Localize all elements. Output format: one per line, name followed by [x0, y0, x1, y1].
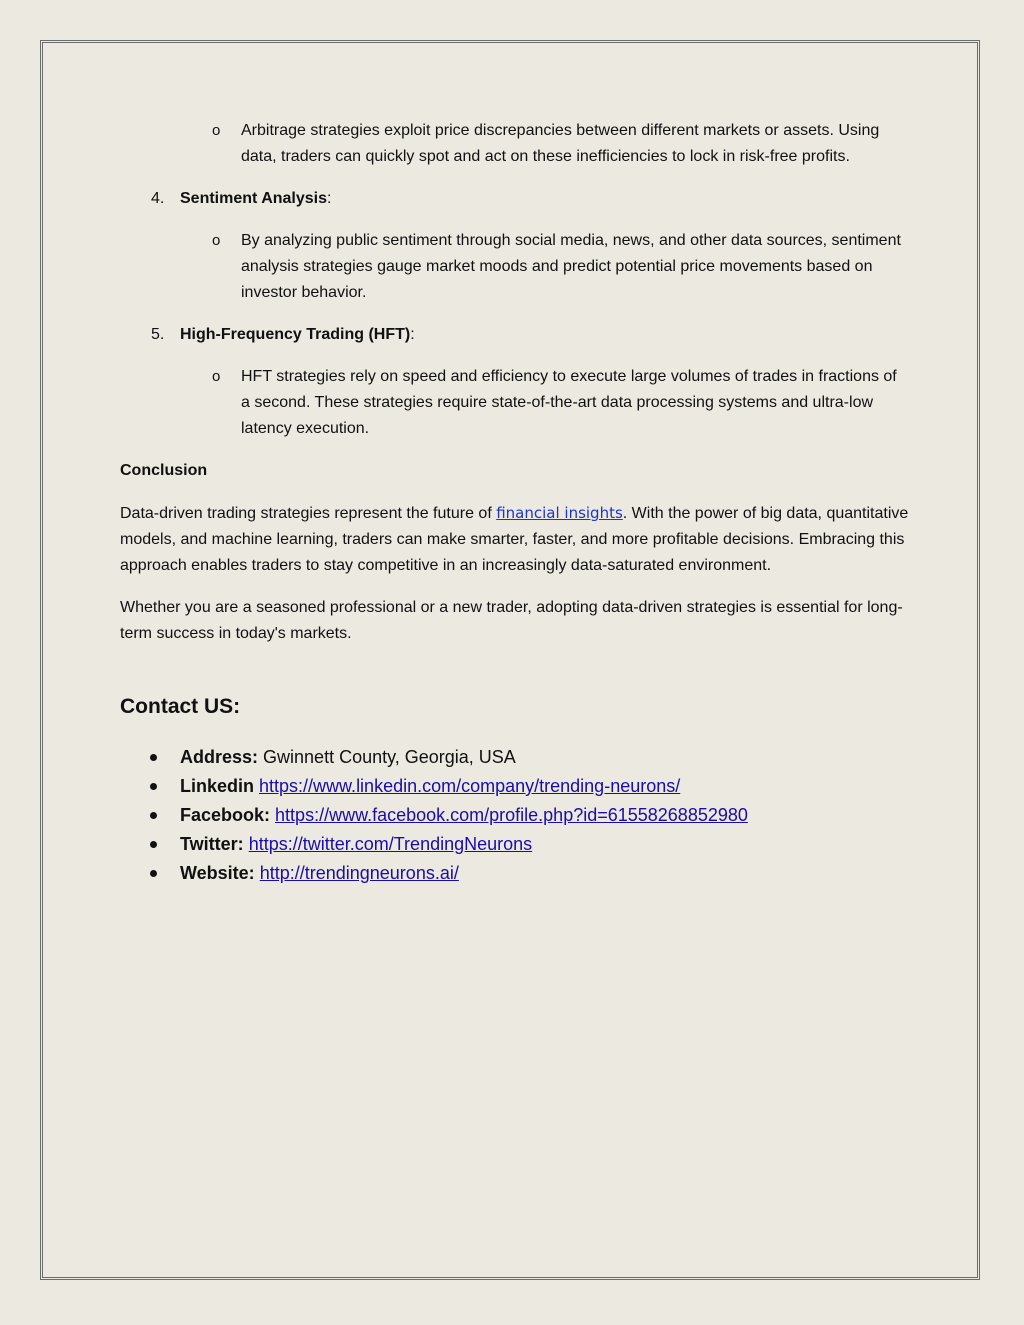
bullet-dot-icon — [150, 754, 157, 761]
item-title: High-Frequency Trading (HFT) — [180, 326, 411, 343]
list-number: 5. — [151, 326, 165, 343]
linkedin-label: Linkedin — [180, 776, 255, 796]
twitter-label: Twitter: — [180, 834, 244, 854]
conclusion-text-after: . With the power of big data, quantitative models, and machine learning, traders can make smarter, faster, and more profitable decisions. Embracing this approach enables traders to stay competitive in an increasingly data-saturated environment. — [120, 505, 909, 574]
facebook-link[interactable]: https://www.facebook.com/profile.php?id=61558268852980 — [275, 805, 748, 825]
bullet-dot-icon — [150, 812, 157, 819]
financial-insights-link[interactable]: financial insights — [496, 504, 623, 522]
arbitrage-text: Arbitrage strategies exploit price discrepancies between different markets or assets. Using data, traders can quickly spot and act on these inefficiencies to lock in risk-free profits. — [241, 122, 880, 165]
item-suffix: : — [327, 190, 332, 207]
address-value: Gwinnett County, Georgia, USA — [258, 747, 516, 767]
contact-website — [120, 859, 910, 888]
sentiment-bullet — [120, 228, 910, 306]
document-body — [120, 118, 910, 888]
bullet-dot-icon — [150, 783, 157, 790]
linkedin-link[interactable]: https://www.linkedin.com/company/trending-neurons/ — [259, 776, 681, 796]
hft-text: HFT strategies rely on speed and efficiency to execute large volumes of trades in fractions of a second. These strategies require state-of-the-art data processing systems and ultra-low latency execution. — [241, 368, 897, 437]
list-item-sentiment-analysis — [120, 186, 910, 212]
hft-bullet — [120, 364, 910, 442]
conclusion-paragraph-2: Whether you are a seasoned professional or a new trader, adopting data-driven strategies is essential for long-term success in today's markets. — [120, 599, 903, 642]
arbitrage-bullet — [120, 118, 910, 170]
list-number: 4. — [151, 190, 165, 207]
item-title: Sentiment Analysis — [180, 190, 328, 207]
conclusion-paragraph-1 — [120, 500, 910, 579]
contact-linkedin — [120, 772, 910, 801]
contact-facebook — [120, 801, 910, 830]
conclusion-heading: Conclusion — [120, 462, 208, 479]
sentiment-text: By analyzing public sentiment through social media, news, and other data sources, sentiment analysis strategies gauge market moods and predict potential price movements based on investor behavior. — [241, 232, 901, 301]
bullet-dot-icon — [150, 841, 157, 848]
bullet-dot-icon — [150, 870, 157, 877]
contact-list — [120, 743, 910, 888]
website-label: Website: — [180, 863, 255, 883]
conclusion-text-before: Data-driven trading strategies represent the future of — [120, 505, 497, 522]
list-item-hft — [120, 322, 910, 348]
sub-bullet-marker: o — [212, 368, 221, 385]
website-link[interactable]: http://trendingneurons.ai/ — [259, 863, 459, 883]
item-suffix: : — [410, 326, 415, 343]
sub-bullet-marker: o — [212, 122, 221, 139]
contact-address — [120, 743, 910, 772]
sub-bullet-marker: o — [212, 232, 221, 249]
contact-twitter — [120, 830, 910, 859]
facebook-label: Facebook: — [180, 805, 271, 825]
contact-heading: Contact US: — [120, 695, 241, 718]
twitter-link[interactable]: https://twitter.com/TrendingNeurons — [248, 834, 533, 854]
address-label: Address: — [180, 747, 259, 767]
